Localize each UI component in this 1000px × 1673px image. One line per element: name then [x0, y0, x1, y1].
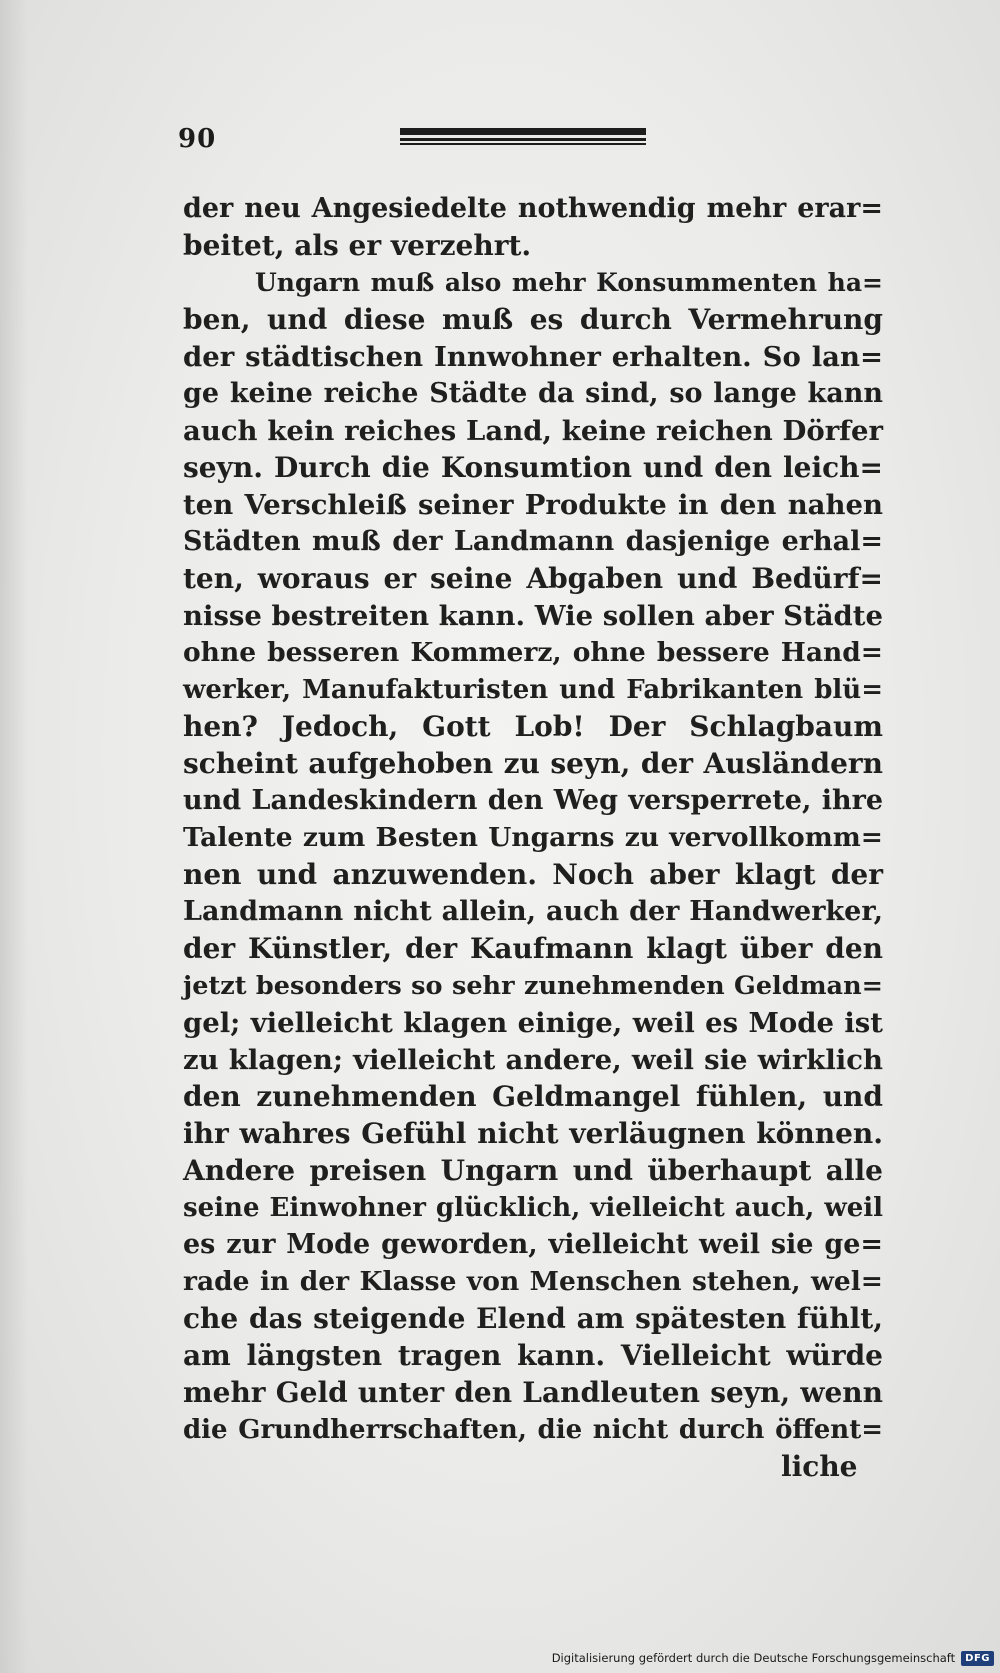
- text-line: der Künstler, der Kaufmann klagt über den: [183, 932, 883, 965]
- text-line: che das steigende Elend am spätesten fühlt,: [183, 1302, 883, 1335]
- text-line: am längsten tragen kann. Vielleicht würde: [183, 1339, 883, 1372]
- text-line: nen und anzuwenden. Noch aber klagt der: [183, 858, 883, 891]
- text-line: Landmann nicht allein, auch der Handwerker,: [183, 896, 883, 927]
- text-line: nisse bestreiten kann. Wie sollen aber Städte: [183, 600, 883, 632]
- text-line: den zunehmenden Geldmangel fühlen, und: [183, 1080, 883, 1113]
- text-line: es zur Mode geworden, vielleicht weil sie ge=: [183, 1229, 883, 1260]
- page-header: [178, 120, 648, 160]
- dfg-logo-text: DFG: [965, 1652, 990, 1664]
- text-line: und Landeskindern den Weg versperrete, ihre: [183, 785, 883, 816]
- text-line: ten Verschleiß seiner Produkte in den nahen: [183, 489, 883, 521]
- text-line: gel; vielleicht klagen einige, weil es Mode ist: [183, 1007, 883, 1039]
- page-number: 90: [178, 124, 217, 154]
- text-line: der neu Angesiedelte nothwendig mehr erar=: [183, 193, 883, 224]
- credit-text: Digitalisierung gefördert durch die Deutsche Forschungsgemeinschaft: [551, 1651, 956, 1665]
- page-edge-shadow: [0, 0, 28, 1673]
- text-line: hen? Jedoch, Gott Lob! Der Schlagbaum: [183, 710, 883, 743]
- text-line: seine Einwohner glücklich, vielleicht auch, weil: [183, 1193, 883, 1223]
- dfg-logo: [961, 1651, 994, 1666]
- text-line: zu klagen; vielleicht andere, weil sie wirklich: [183, 1044, 883, 1076]
- text-line: scheint aufgehoben zu seyn, der Ausländern: [183, 747, 883, 780]
- text-line: rade in der Klasse von Menschen stehen, wel=: [183, 1266, 883, 1297]
- text-line: beitet, als er verzehrt.: [183, 229, 532, 262]
- header-rule: [400, 128, 646, 146]
- text-line: mehr Geld unter den Landleuten seyn, wenn: [183, 1376, 883, 1409]
- text-line: Talente zum Besten Ungarns zu vervollkomm=: [183, 822, 883, 853]
- catchword: liche: [781, 1450, 858, 1483]
- text-line: Andere preisen Ungarn und überhaupt alle: [183, 1154, 883, 1187]
- text-line: die Grundherrschaften, die nicht durch öffent=: [183, 1415, 883, 1445]
- text-line: ten, woraus er seine Abgaben und Bedürf=: [183, 562, 883, 595]
- text-line: auch kein reiches Land, keine reichen Dörfer: [183, 415, 883, 447]
- body-text: [183, 190, 883, 1570]
- text-line: der städtischen Innwohner erhalten. So lan=: [183, 341, 883, 373]
- text-line: seyn. Durch die Konsumtion und den leich=: [183, 451, 883, 484]
- text-line: ihr wahres Gefühl nicht verläugnen können.: [183, 1117, 883, 1150]
- text-line: Ungarn muß also mehr Konsummenten ha=: [255, 268, 883, 297]
- text-line: ohne besseren Kommerz, ohne bessere Hand=: [183, 637, 883, 668]
- text-line: ge keine reiche Städte da sind, so lange kann: [183, 378, 883, 409]
- text-line: jetzt besonders so sehr zunehmenden Geldman=: [183, 971, 883, 1001]
- text-line: werker, Manufakturisten und Fabrikanten blü=: [183, 675, 883, 705]
- text-line: Städten muß der Landmann dasjenige erhal=: [183, 526, 883, 557]
- text-line: ben, und diese muß es durch Vermehrung: [183, 303, 883, 336]
- digitization-credit: [552, 1647, 994, 1669]
